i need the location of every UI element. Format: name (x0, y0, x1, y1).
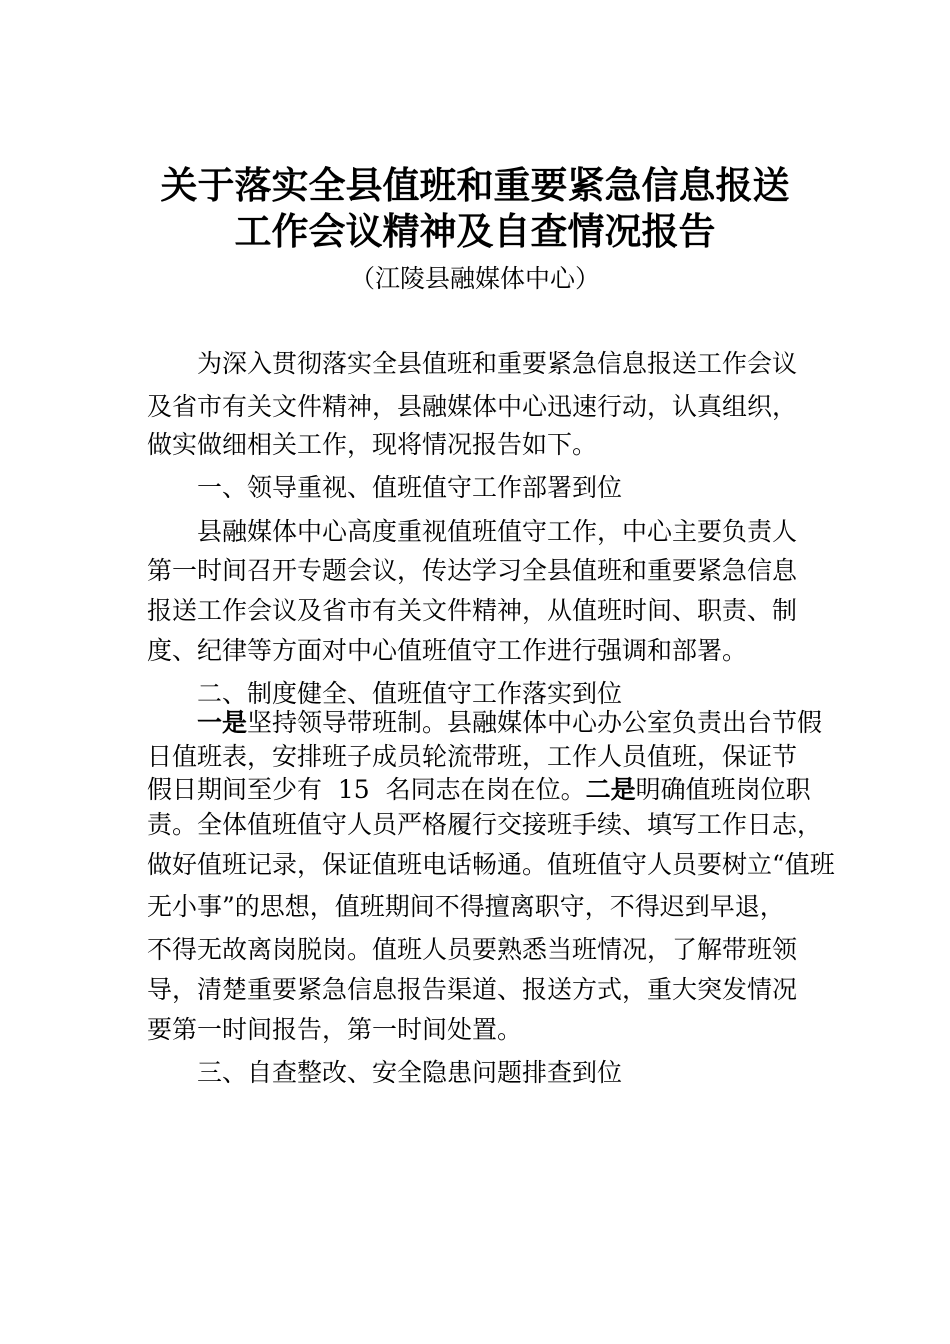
item2-text: 明确值班岗位职 (635, 775, 811, 804)
section2-line: 要第一时间报告，第一时间处置。 (147, 1015, 523, 1044)
section2-line: 不得无故离岗脱岗。值班人员要熟悉当班情况，了解带班领 (147, 935, 798, 964)
section2-line: 责。全体值班值守人员严格履行交接班手续、填写工作日志， (147, 810, 823, 839)
item2-label: 二是 (585, 775, 636, 804)
section1-line: 县融媒体中心高度重视值班值守工作，中心主要负责人 (197, 517, 798, 546)
document-title-line1: 关于落实全县值班和重要紧急信息报送 (160, 163, 790, 207)
section2-line: 做好值班记录，保证值班电话畅通。值班值守人员要树立“值班 (147, 850, 835, 879)
section1-line: 报送工作会议及省市有关文件精神，从值班时间、职责、制 (147, 596, 798, 625)
section2-line: 日值班表，安排班子成员轮流带班，工作人员值班，保证节 (147, 742, 798, 771)
intro-line: 及省市有关文件精神，县融媒体中心迅速行动，认真组织， (147, 392, 798, 421)
intro-line: 为深入贯彻落实全县值班和重要紧急信息报送工作会议 (197, 349, 798, 378)
item1-label: 一是 (197, 708, 248, 737)
section2-line (147, 773, 827, 807)
section3-heading: 三、自查整改、安全隐患问题排查到位 (197, 1058, 623, 1087)
section2-line: 无小事”的思想，值班期间不得擅离职守，不得迟到早退， (147, 892, 785, 921)
item1-text: 坚持领导带班制。县融媒体中心办公室负责出台节假 (247, 708, 823, 737)
intro-line: 做实做细相关工作，现将情况报告如下。 (147, 430, 598, 459)
document-subtitle: （江陵县融媒体中心） (349, 264, 600, 293)
section1-line: 第一时间召开专题会议，传达学习全县值班和重要紧急信息 (147, 556, 798, 585)
section2-heading: 二、制度健全、值班值守工作落实到位 (197, 679, 623, 708)
document-title-line2: 工作会议精神及自查情况报告 (234, 209, 716, 253)
section2-line (197, 706, 827, 740)
section2-line: 导，清楚重要紧急信息报告渠道、报送方式，重大突发情况 (147, 975, 798, 1004)
item1-text-end: 假日期间至少有 15 名同志在岗在位。 (147, 775, 586, 804)
section1-heading: 一、领导重视、值班值守工作部署到位 (197, 473, 623, 502)
section1-line: 度、纪律等方面对中心值班值守工作进行强调和部署。 (147, 636, 748, 665)
